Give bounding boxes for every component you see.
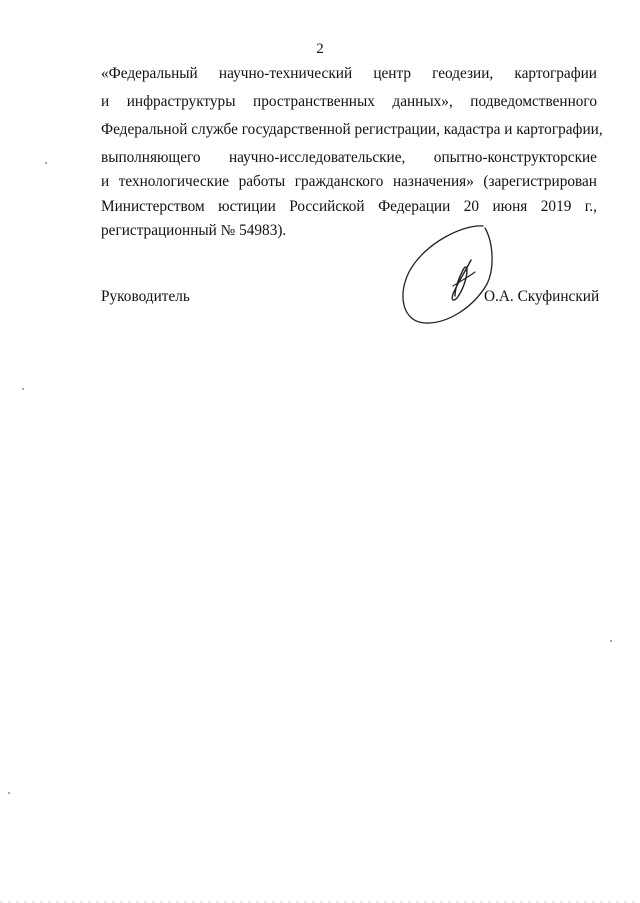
word: пространственных: [253, 93, 375, 110]
word: выполняющего: [101, 149, 201, 166]
body-line-7: [101, 221, 597, 240]
body-line-3: [101, 120, 603, 139]
signatory-role: Руководитель: [101, 288, 190, 305]
scan-speck: [22, 388, 24, 390]
word: 20: [463, 198, 480, 215]
word: работы: [238, 173, 286, 190]
word: 2019: [540, 198, 572, 215]
word: опытно-конструкторские: [433, 149, 597, 166]
word: Министерством: [101, 198, 205, 215]
scan-speck: [8, 792, 10, 794]
word: научно-исследовательские,: [228, 149, 406, 166]
word: технологические: [118, 173, 230, 190]
word: Федерации: [378, 198, 451, 215]
scan-speck: [610, 640, 612, 642]
body-line-1: [101, 64, 597, 83]
body-line-4: [101, 148, 597, 167]
line-text: Федеральной службе государственной регистрации, кадастра и картографии,: [101, 121, 603, 138]
word: июня: [492, 198, 528, 215]
body-line-5: [101, 172, 597, 191]
signatory-name: О.А. Скуфинский: [484, 288, 600, 305]
word: Российской: [289, 198, 365, 215]
word: юстиции: [218, 198, 276, 215]
word: назначения»: [392, 173, 474, 190]
word: научно-технический: [218, 65, 353, 82]
word: и: [101, 93, 110, 110]
word: гражданского: [294, 173, 384, 190]
body-line-2: [101, 92, 597, 111]
body-line-6: [101, 197, 597, 216]
line-text: регистрационный № 54983).: [101, 222, 287, 239]
handwritten-signature-icon: [395, 222, 495, 327]
word: (зарегистрирован: [483, 173, 597, 190]
word: центр: [373, 65, 411, 82]
word: геодезии,: [432, 65, 494, 82]
word: и: [101, 173, 110, 190]
word: подведомственного: [470, 93, 597, 110]
word: данных»,: [392, 93, 453, 110]
word: картографии: [514, 65, 597, 82]
page-number: 2: [316, 41, 324, 57]
scan-speck: [45, 162, 47, 164]
word: инфраструктуры: [126, 93, 236, 110]
word: г.,: [584, 198, 597, 215]
word: «Федеральный: [101, 65, 198, 82]
